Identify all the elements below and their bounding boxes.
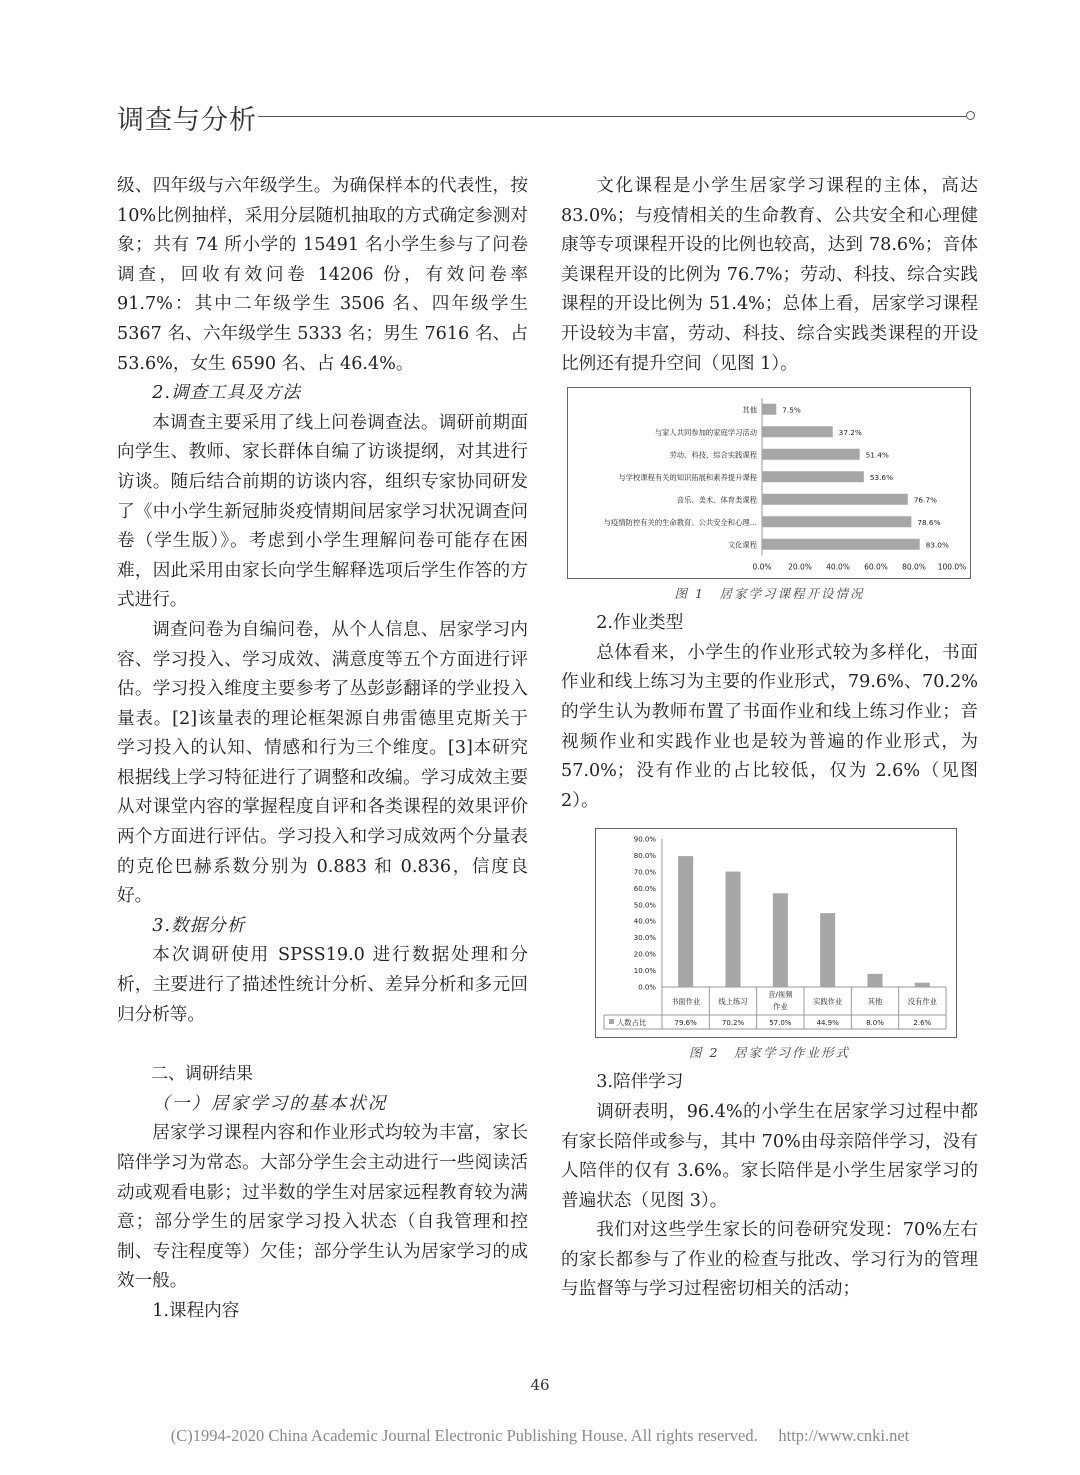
bar <box>678 856 693 987</box>
data-label: 70.2% <box>721 1019 745 1028</box>
bar <box>762 494 908 505</box>
bar <box>915 983 930 987</box>
bar <box>762 426 833 437</box>
category-label: 与疫情防控有关的生命教育、公共安全和心理… <box>603 517 757 527</box>
section-heading-data: 3.数据分析 <box>152 915 246 936</box>
figure-1-caption: 图 1 居家学习课程开设情况 <box>674 586 865 602</box>
copyright-notice: (C)1994-2020 China Academic Journal Electronic Publishing House. All rights reserved. http://www.cnki.net <box>170 1426 910 1445</box>
x-tick-label: 100.0% <box>937 562 967 572</box>
paragraph: 本调查主要采用了线上问卷调查法。调研前期面向学生、教师、家长群体自编了访谈提纲，对其进行访谈。随后结合前期的访谈内容，组织专家协同研发了《中小学生新冠肺炎疫情期间居家学习状况调查问卷（学生版）》。考虑到小学生理解问卷可能存在困难，因此采用由家长向学生解释选项后学生作答的方式进行。 <box>117 412 528 611</box>
category-label: 与学校课程有关的知识拓展和素养提升课程 <box>618 472 757 482</box>
page-number: 46 <box>530 1376 550 1394</box>
bar <box>762 449 860 460</box>
figure-2-chart <box>595 828 957 1038</box>
category-label: 其他 <box>867 997 883 1007</box>
paragraph: 调研表明，96.4%的小学生在居家学习过程中都有家长陪伴或参与，其中 70%由母亲陪伴学习，没有人陪伴的仅有 3.6%。家长陪伴是小学生居家学习的普遍状态（见图 3）。 <box>561 1101 978 1211</box>
x-tick-label: 0.0% <box>752 562 772 572</box>
x-tick-label: 20.0% <box>788 562 812 572</box>
data-label: 78.6% <box>917 517 941 527</box>
paragraph: 级、四年级与六年级学生。为确保样本的代表性，按 10%比例抽样，采用分层随机抽取的方式确定参测对象；共有 74 所小学的 15491 名小学生参与了问卷调查，回收有效问卷 14206 份，有效问卷率 91.7%：其中二年级学生 3506 名、四年级学生 5367 名、六年级学生 5333 名；男生 7616 名、占 53.6%，女生 6590 名、占 46.4%。 <box>117 176 528 374</box>
header-rule <box>258 116 966 117</box>
category-label: 书面作业 <box>671 997 701 1007</box>
category-label: 作业 <box>773 1002 788 1012</box>
category-label: 音/视频 <box>768 990 793 1000</box>
bar <box>820 913 835 987</box>
category-label: 文化课程 <box>727 540 757 550</box>
category-label: 实践作业 <box>813 997 843 1007</box>
paragraph: 调查问卷为自编问卷，从个人信息、居家学习内容、学习投入、学习成效、满意度等五个方面进行评估。学习投入维度主要参考了丛彭彭翻译的学业投入量表。[2]该量表的理论框架源自弗雷德里克斯关于学习投入的认知、情感和行为三个维度。[3]本研究根据线上学习特征进行了调整和改编。学习成效主要从对课堂内容的掌握程度自评和各类课程的效果评价两个方面进行评估。学习投入和学习成效两个分量表的克伦巴赫系数分别为 0.883 和 0.836，信度良好。 <box>117 619 528 907</box>
figure-2-caption: 图 2 居家学习作业形式 <box>689 1045 850 1061</box>
data-label: 2.6% <box>913 1019 932 1028</box>
category-label: 没有作业 <box>907 997 937 1007</box>
x-tick-label: 40.0% <box>826 562 850 572</box>
section-heading-tools: 2.调查工具及方法 <box>152 383 302 404</box>
data-label: 7.5% <box>782 405 801 415</box>
paragraph: 居家学习课程内容和作业形式均较为丰富，家长陪伴学习为常态。大部分学生会主动进行一些阅读活动或观看电影；过半数的学生对居家远程教育较为满意；部分学生的居家学习投入状态（自我管理和控制、专注程度等）欠佳；部分学生认为居家学习的成效一般。 <box>117 1123 528 1292</box>
category-label: 音乐、美术、体育类课程 <box>676 495 757 505</box>
y-tick-label: 50.0% <box>633 901 656 910</box>
bar <box>762 404 776 415</box>
data-label: 37.2% <box>838 427 862 437</box>
data-label: 76.7% <box>913 495 937 505</box>
course-bar-chart <box>568 388 970 578</box>
figure-1-chart <box>567 387 971 579</box>
category-label: 其他 <box>742 405 757 415</box>
x-tick-label: 80.0% <box>902 562 926 572</box>
data-label: 57.0% <box>769 1019 792 1028</box>
x-tick-label: 60.0% <box>864 562 888 572</box>
data-label: 79.6% <box>674 1019 697 1028</box>
subsection-heading-basic: （一）居家学习的基本状况 <box>152 1093 388 1114</box>
bar <box>868 974 883 987</box>
y-tick-label: 20.0% <box>633 950 656 959</box>
y-tick-label: 10.0% <box>633 967 656 976</box>
bar <box>762 471 864 482</box>
running-header-title: 调查与分析 <box>117 105 257 136</box>
header-circle-ornament <box>966 111 975 120</box>
paragraph: 我们对这些学生家长的问卷研究发现：70%左右的家长都参与了作业的检查与批改、学习行为的管理与监督等与学习过程密切相关的活动； <box>561 1220 978 1300</box>
category-label: 线上练习 <box>718 997 748 1007</box>
bar <box>726 872 741 987</box>
data-label: 8.0% <box>866 1019 884 1028</box>
paragraph: 总体看来，小学生的作业形式较为多样化，书面作业和线上练习为主要的作业形式，79.6%、70.2%的学生认为教师布置了书面作业和线上练习作业；音视频作业和实践作业也是较为普遍的作业形式，为 57.0%；没有作业的占比较低，仅为 2.6%（见图 2）。 <box>561 642 978 811</box>
section-heading-company: 3.陪伴学习 <box>596 1072 684 1093</box>
y-tick-label: 70.0% <box>633 868 656 877</box>
legend-swatch <box>609 1019 614 1024</box>
section-heading-results: 二、调研结果 <box>151 1064 253 1085</box>
homework-bar-chart <box>596 829 956 1037</box>
right-column <box>561 172 978 1305</box>
bar <box>773 894 788 988</box>
left-column <box>117 172 528 1327</box>
data-label: 53.6% <box>869 472 894 482</box>
category-label: 与家人共同参加的家庭学习活动 <box>654 427 757 437</box>
data-label: 83.0% <box>925 540 949 550</box>
section-heading-homework: 2.作业类型 <box>596 613 684 634</box>
section-heading-course: 1.课程内容 <box>152 1300 240 1321</box>
data-label: 51.4% <box>865 450 889 460</box>
y-tick-label: 30.0% <box>633 934 656 943</box>
bar <box>762 516 911 527</box>
paragraph: 文化课程是小学生居家学习课程的主体，高达 83.0%；与疫情相关的生命教育、公共安全和心理健康等专项课程开设的比例也较高，达到 78.6%；音体美课程开设的比例为 76.7%；劳动、科技、综合实践课程的开设比例为 51.4%；总体上看，居家学习课程开设较为丰富，劳动、科技、综合实践类课程的开设比例还有提升空间（见图 1）。 <box>561 176 978 374</box>
y-tick-label: 80.0% <box>633 852 656 861</box>
y-tick-label: 0.0% <box>638 983 656 992</box>
legend-label: 人数占比 <box>617 1018 647 1028</box>
paragraph: 本次调研使用 SPSS19.0 进行数据处理和分析，主要进行了描述性统计分析、差异分析和多元回归分析等。 <box>117 945 528 1025</box>
y-tick-label: 90.0% <box>633 835 656 844</box>
bar <box>762 539 920 550</box>
y-tick-label: 60.0% <box>633 885 656 894</box>
data-label: 44.9% <box>816 1019 839 1028</box>
category-label: 劳动、科技、综合实践课程 <box>669 450 757 460</box>
y-tick-label: 40.0% <box>633 918 656 927</box>
